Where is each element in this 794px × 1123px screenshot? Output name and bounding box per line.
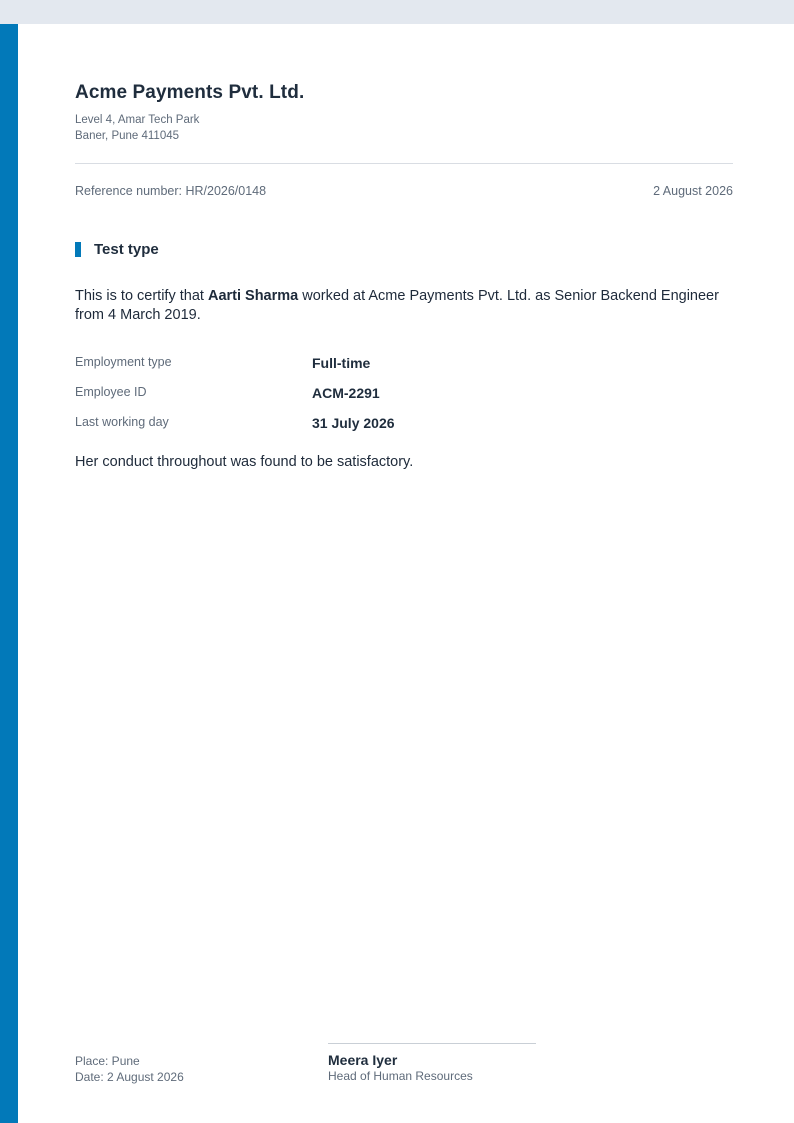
detail-value: ACM-2291	[312, 385, 380, 401]
detail-label: Last working day	[75, 415, 169, 429]
employee-name: Aarti Sharma	[207, 288, 299, 304]
footer-place: Place: Pune	[75, 1054, 140, 1068]
intro-suffix: worked at Acme Payments Pvt. Ltd. as Senior Backend Engineer from 4 March 2019.	[75, 288, 719, 323]
header-divider	[75, 163, 733, 164]
signatory-name: Meera Iyer	[328, 1052, 398, 1068]
detail-row-employee-id	[75, 384, 733, 404]
section-title: Test type	[94, 240, 159, 258]
top-bar	[0, 0, 794, 24]
reference-number: Reference number: HR/2026/0148	[75, 184, 267, 198]
letter-date: 2 August 2026	[653, 184, 733, 198]
detail-label: Employment type	[75, 355, 172, 369]
letter-page	[75, 24, 733, 1123]
company-name: Acme Payments Pvt. Ltd.	[75, 82, 305, 103]
conduct-statement: Her conduct throughout was found to be satisfactory.	[75, 454, 414, 470]
footer-date: Date: 2 August 2026	[75, 1070, 184, 1084]
company-address-line-2: Baner, Pune 411045	[75, 130, 180, 142]
section-heading	[75, 240, 159, 258]
footer-place-date	[75, 1053, 184, 1085]
signatory-role: Head of Human Resources	[328, 1069, 473, 1083]
accent-stripe	[0, 24, 18, 1123]
detail-row-employment-type	[75, 354, 733, 374]
signature-block	[328, 1043, 536, 1083]
certification-paragraph	[75, 287, 737, 325]
detail-value: 31 July 2026	[312, 415, 395, 431]
signature-line	[328, 1043, 536, 1044]
intro-prefix: This is to certify that	[75, 288, 208, 304]
company-address-line-1: Level 4, Amar Tech Park	[75, 114, 200, 126]
detail-value: Full-time	[312, 355, 371, 371]
section-marker	[75, 242, 81, 257]
detail-row-last-working-day	[75, 414, 733, 434]
detail-label: Employee ID	[75, 385, 147, 399]
